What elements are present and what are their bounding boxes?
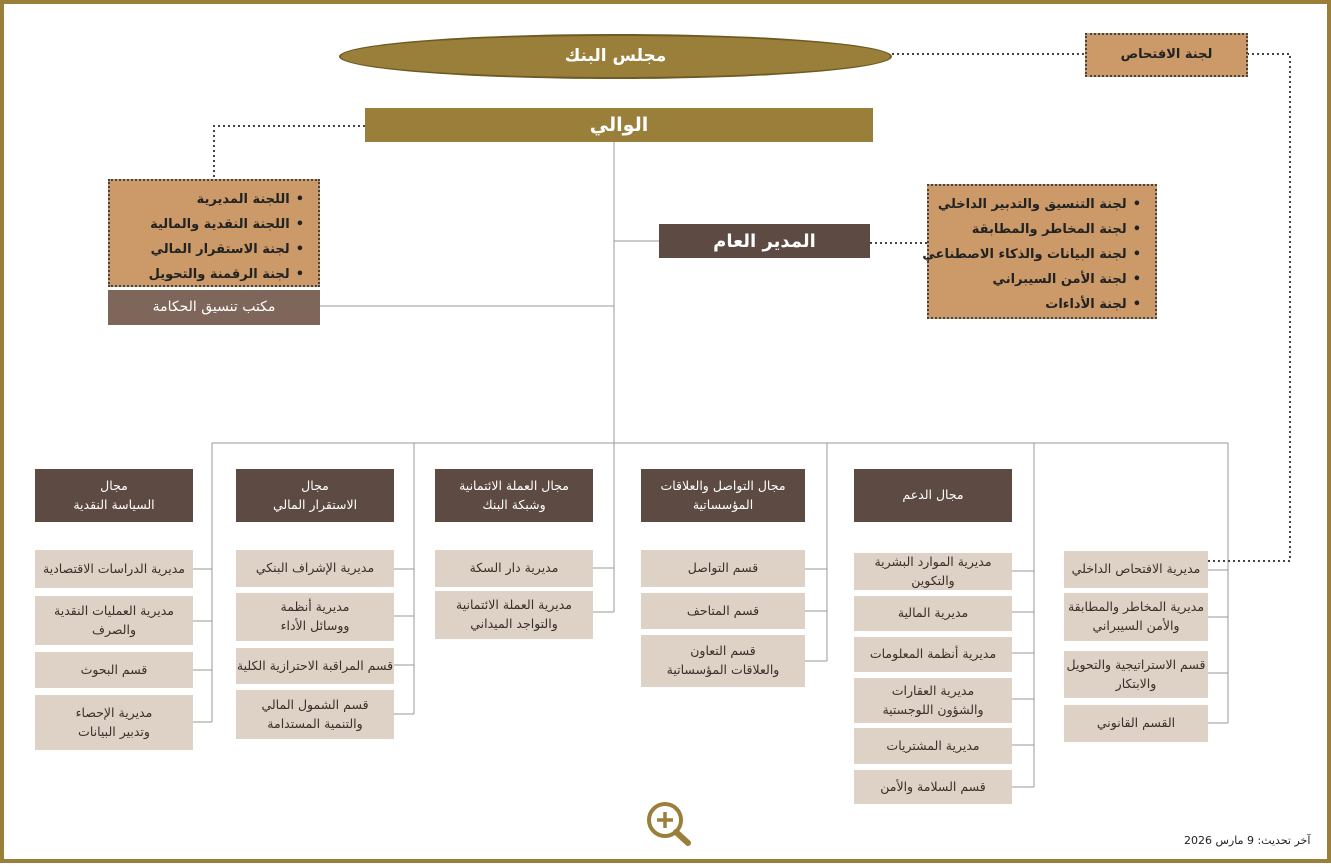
monetary-unit-0[interactable]: مديرية الدراسات الاقتصادية bbox=[35, 550, 193, 588]
stability-unit-1[interactable]: مديرية أنظمة ووسائل الأداء bbox=[236, 593, 394, 641]
dg-committee-item-1[interactable]: • لجنة المخاطر والمطابقة bbox=[943, 217, 1141, 242]
direct-unit-1[interactable]: مديرية المخاطر والمطابقة والأمن السيبراني bbox=[1064, 593, 1208, 641]
communication-unit-2[interactable]: قسم التعاون والعلاقات المؤسساتية bbox=[641, 635, 805, 687]
communication-unit-0[interactable]: قسم التواصل bbox=[641, 550, 805, 587]
stability-unit-2[interactable]: قسم المراقبة الاحترازية الكلية bbox=[236, 648, 394, 684]
monetary-unit-1[interactable]: مديرية العمليات النقدية والصرف bbox=[35, 596, 193, 645]
audit-committee-node[interactable]: لجنة الافتحاص bbox=[1085, 33, 1248, 77]
support-unit-5[interactable]: قسم السلامة والأمن bbox=[854, 770, 1012, 804]
currency-network-header[interactable]: مجال العملة الائتمانية وشبكة البنك bbox=[435, 469, 593, 522]
zoom-in-icon[interactable] bbox=[644, 800, 694, 846]
last-update-text: آخر تحديث: 9 مارس 2026 bbox=[1184, 834, 1311, 847]
support-header[interactable]: مجال الدعم bbox=[854, 469, 1012, 522]
governor-node[interactable]: الوالي bbox=[365, 108, 873, 142]
support-unit-4[interactable]: مديرية المشتريات bbox=[854, 728, 1012, 764]
support-unit-1[interactable]: مديرية المالية bbox=[854, 596, 1012, 631]
dg-committee-item-0[interactable]: • لجنة التنسيق والتدبير الداخلي bbox=[943, 192, 1141, 217]
governor-committee-item-2[interactable]: • لجنة الاستقرار المالي bbox=[124, 237, 304, 262]
monetary-unit-2[interactable]: قسم البحوث bbox=[35, 652, 193, 688]
stability-unit-3[interactable]: قسم الشمول المالي والتنمية المستدامة bbox=[236, 690, 394, 739]
direct-unit-3[interactable]: القسم القانوني bbox=[1064, 705, 1208, 742]
governor-committee-item-3[interactable]: • لجنة الرقمنة والتحويل bbox=[124, 262, 304, 287]
financial-stability-header[interactable]: مجال الاستقرار المالي bbox=[236, 469, 394, 522]
support-unit-3[interactable]: مديرية العقارات والشؤون اللوجستية bbox=[854, 678, 1012, 723]
support-unit-0[interactable]: مديرية الموارد البشرية والتكوين bbox=[854, 553, 1012, 590]
direct-unit-0[interactable]: مديرية الافتحاص الداخلي bbox=[1064, 551, 1208, 588]
support-unit-2[interactable]: مديرية أنظمة المعلومات bbox=[854, 637, 1012, 672]
currency-unit-1[interactable]: مديرية العملة الائتمانية والتواجد الميداني bbox=[435, 591, 593, 639]
monetary-policy-header[interactable]: مجال السياسة النقدية bbox=[35, 469, 193, 522]
stability-unit-0[interactable]: مديرية الإشراف البنكي bbox=[236, 550, 394, 587]
monetary-unit-3[interactable]: مديرية الإحصاء وتدبير البيانات bbox=[35, 695, 193, 750]
dg-committees-box bbox=[922, 184, 1157, 319]
dg-committee-item-3[interactable]: • لجنة الأمن السيبراني bbox=[943, 267, 1141, 292]
governance-office-node[interactable]: مكتب تنسيق الحكامة bbox=[108, 290, 320, 325]
dg-committee-item-2[interactable]: • لجنة البيانات والذكاء الاصطناعي bbox=[943, 242, 1141, 267]
director-general-node[interactable]: المدير العام bbox=[659, 224, 870, 258]
direct-unit-2[interactable]: قسم الاستراتيجية والتحويل والابتكار bbox=[1064, 651, 1208, 698]
communication-header[interactable]: مجال التواصل والعلاقات المؤسساتية bbox=[641, 469, 805, 522]
dg-committee-item-4[interactable]: • لجنة الأداءات bbox=[943, 292, 1141, 317]
board-node[interactable]: مجلس البنك bbox=[339, 34, 892, 79]
currency-unit-0[interactable]: مديرية دار السكة bbox=[435, 550, 593, 587]
governor-committee-item-1[interactable]: • اللجنة النقدية والمالية bbox=[124, 212, 304, 237]
governor-committee-item-0[interactable]: • اللجنة المديرية bbox=[124, 187, 304, 212]
communication-unit-1[interactable]: قسم المتاحف bbox=[641, 593, 805, 629]
governor-committees-box bbox=[108, 179, 320, 287]
